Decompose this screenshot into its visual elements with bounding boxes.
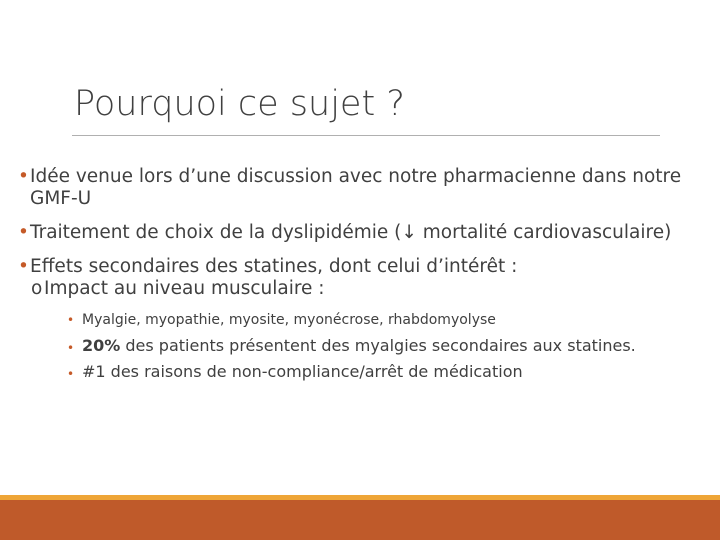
bullet-icon: • [67, 367, 75, 381]
footer-band [0, 500, 720, 540]
detail-item [18, 312, 708, 328]
detail-text: Myalgie, myopathie, myosite, myonécrose, rhabdomyolyse [82, 312, 496, 328]
bullet-icon: • [67, 313, 75, 327]
bullet-icon: • [18, 166, 29, 187]
detail-bold-text: 20% [82, 336, 121, 355]
bullet-item [18, 222, 708, 244]
sub-bullet-item [18, 278, 708, 300]
detail-text: des patients présentent des myalgies secondaires aux statines. [120, 336, 636, 355]
bullet-text: Idée venue lors d’une discussion avec notre pharmacienne dans notre GMF-U [30, 166, 682, 209]
bullet-icon: • [18, 222, 29, 243]
detail-item [18, 362, 708, 382]
slide-content [18, 166, 708, 388]
detail-text: #1 des raisons de non-compliance/arrêt de médication [82, 362, 523, 381]
slide-title: Pourquoi ce sujet ? [74, 84, 405, 124]
bullet-text: Effets secondaires des statines, dont celui d’intérêt : [30, 256, 518, 277]
sub-bullet-text: Impact au niveau musculaire : [44, 278, 325, 299]
bullet-icon: • [18, 256, 29, 277]
circle-bullet-icon: o [31, 278, 43, 299]
bullet-icon: • [67, 341, 75, 355]
bullet-text: Traitement de choix de la dyslipidémie (↓ mortalité cardiovasculaire) [30, 222, 672, 243]
detail-item [18, 336, 708, 356]
bullet-item [18, 166, 708, 210]
title-divider [72, 135, 660, 136]
bullet-item [18, 256, 708, 278]
